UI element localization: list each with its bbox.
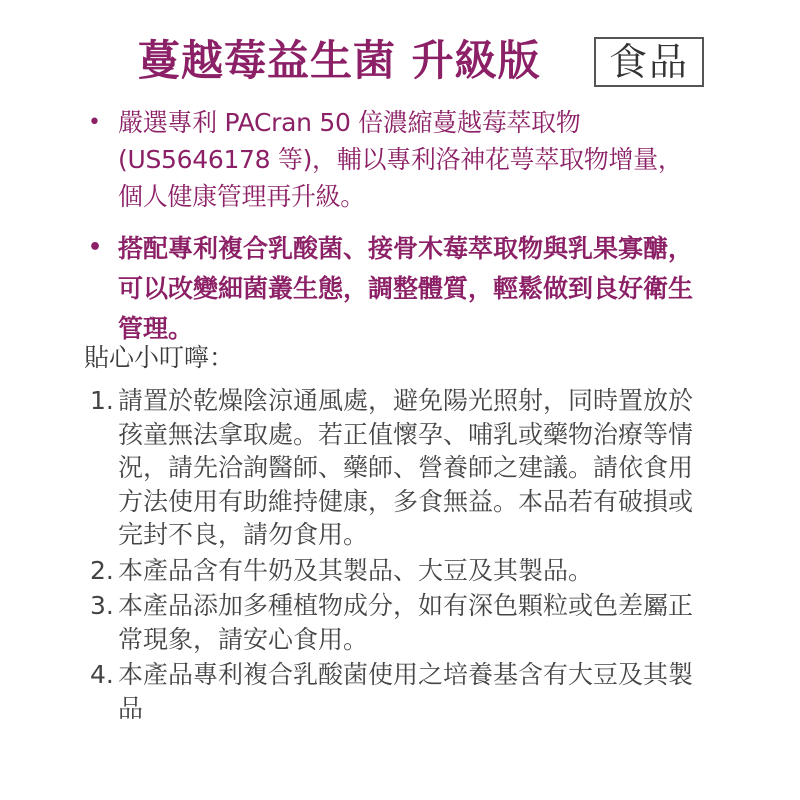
note-number: 2.	[90, 555, 114, 585]
note-text: 本產品添加多種植物成分，如有深色顆粒或色差屬正常現象，請安心食用。	[118, 591, 694, 654]
note-item	[90, 658, 710, 725]
note-item	[90, 589, 710, 656]
note-text: 本產品含有牛奶及其製品、大豆及其製品。	[118, 555, 594, 585]
note-number: 3.	[90, 591, 114, 620]
header	[0, 30, 800, 92]
note-number: 4.	[90, 660, 114, 689]
feature-text: 搭配專利複合乳酸菌、接骨木莓萃取物與乳果寡醣，可以改變細菌叢生態，調整體質，輕鬆做到良好衛生管理。	[118, 234, 694, 343]
note-text: 請置於乾燥陰涼通風處，避免陽光照射，同時置放於孩童無法拿取處。若正值懷孕、哺乳或藥物治療等情況，請先洽詢醫師、藥師、營養師之建議。請依食用方法使用有助維持健康，多食無益。本品若有破損或完封不良，請勿食用。	[118, 386, 694, 549]
feature-list	[0, 104, 800, 363]
note-text: 本產品專利複合乳酸菌使用之培養基含有大豆及其製品	[118, 660, 694, 723]
note-number: 1.	[90, 386, 114, 415]
feature-item	[88, 104, 698, 215]
note-item	[90, 384, 710, 552]
feature-text: 嚴選專利 PACran 50 倍濃縮蔓越莓萃取物 (US5646178 等)，輔以專利洛神花萼萃取物增量，個人健康管理再升級。	[118, 108, 683, 211]
product-title: 蔓越莓益生菌 升級版	[138, 36, 541, 85]
bullet-icon: •	[88, 110, 101, 135]
note-item	[90, 554, 710, 588]
feature-item	[88, 229, 698, 349]
food-badge: 食品	[594, 37, 704, 87]
bullet-icon: •	[88, 235, 103, 260]
notes-list	[90, 384, 710, 727]
tips-heading: 貼心小叮嚀：	[84, 343, 235, 372]
